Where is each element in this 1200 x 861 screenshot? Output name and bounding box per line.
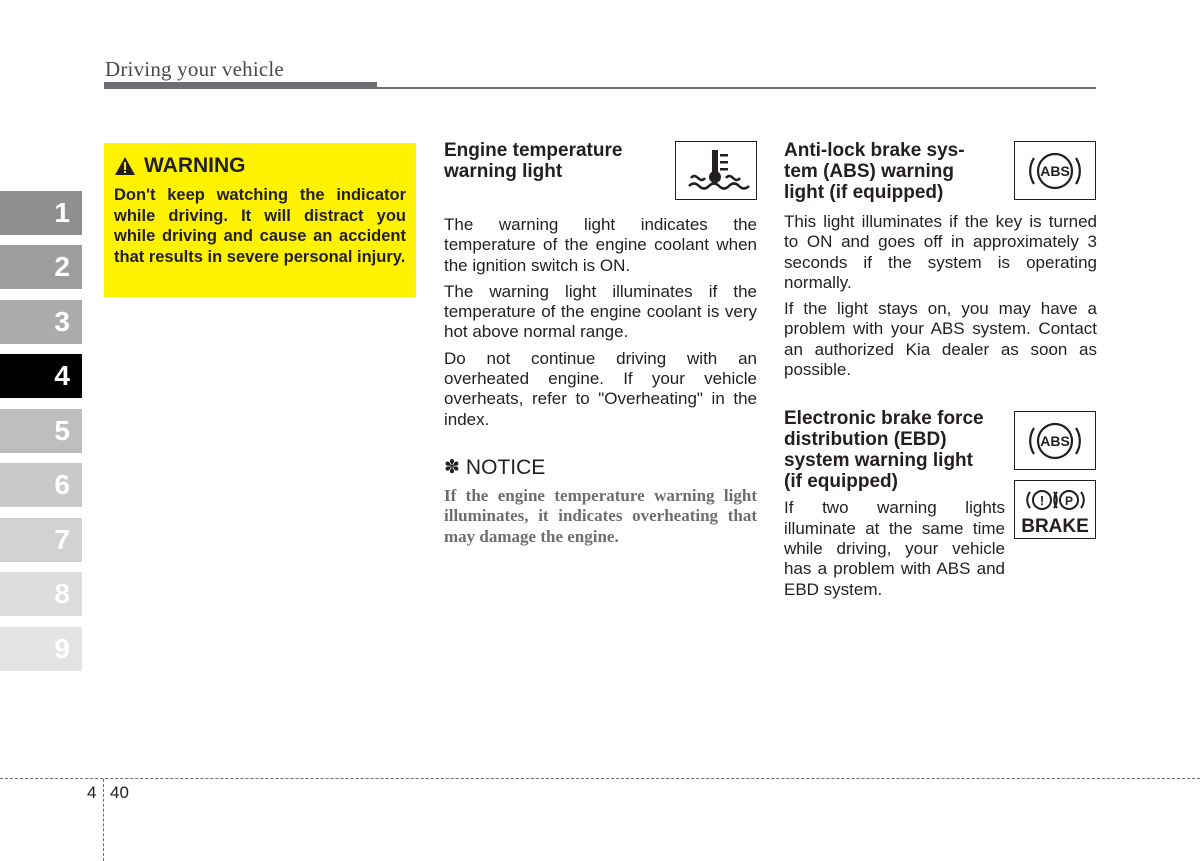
warning-box	[104, 143, 416, 297]
warning-body: Don't keep watching the indicator while driving. It will distract you while driving and cause an accident that results in severe personal injury.	[114, 186, 406, 266]
brake-icon-box	[1014, 480, 1096, 539]
abs-icon-box	[1014, 141, 1096, 200]
chapter-tab-3[interactable]: 3	[0, 300, 82, 344]
brake-icon-text: BRAKE	[1021, 515, 1089, 537]
warning-title	[114, 153, 406, 179]
chapter-tab-1[interactable]: 1	[0, 191, 82, 235]
ebd-heading	[784, 408, 1009, 492]
warning-triangle-icon	[114, 156, 136, 176]
brake-sym-parking: P	[1064, 493, 1074, 508]
engine-temp-paragraph: The warning light illuminates if the temperature of the engine coolant is very hot above normal range.	[444, 281, 757, 342]
engine-temp-section	[444, 140, 757, 547]
ebd-heading-line: distribution (EBD)	[784, 429, 947, 451]
notice-title-text: NOTICE	[465, 455, 546, 479]
abs-heading-line: Anti-lock brake sys-	[784, 140, 965, 161]
abs-icon-text: ABS	[1040, 162, 1070, 179]
brake-warning-icon	[1017, 483, 1093, 537]
coolant-temperature-icon	[681, 146, 751, 196]
header-rule	[104, 82, 377, 89]
abs-heading	[784, 140, 1004, 203]
chapter-tab-8[interactable]: 8	[0, 572, 82, 616]
section-title: Driving your vehicle	[105, 57, 284, 81]
ebd-heading-line: Electronic brake force	[784, 408, 984, 430]
ebd-heading-line: system warning light	[784, 450, 973, 472]
ebd-paragraph: If two warning lights illuminate at the same time while driving, your vehicle has a problem with ABS and EBD system.	[784, 498, 1005, 599]
abs-heading-line: light (if equipped)	[784, 182, 944, 203]
engine-temp-heading-line: Engine temperature	[444, 140, 623, 161]
abs-icon	[1020, 416, 1090, 466]
abs-paragraph: This light illuminates if the key is turned to ON and goes off in approximately 3 seconds if the system is operating normally.	[784, 212, 1097, 292]
notice-title	[444, 456, 757, 480]
abs-paragraph: If the light stays on, you may have a problem with your ABS system. Contact an authorized Kia dealer as soon as possible.	[784, 299, 1097, 380]
notice-star-icon: ✽	[444, 457, 460, 479]
chapter-tab-6[interactable]: 6	[0, 463, 82, 507]
page-number: 40	[110, 783, 129, 802]
abs-icon	[1020, 146, 1090, 196]
engine-temp-paragraph: Do not continue driving with an overheated engine. If your vehicle overheats, refer to "Overheating" in the index.	[444, 348, 757, 429]
chapter-number: 4	[87, 783, 97, 802]
header-rule-thin	[377, 87, 1096, 89]
abs-heading-line: tem (ABS) warning	[784, 161, 954, 182]
chapter-tab-4[interactable]: 4	[0, 354, 82, 398]
ebd-abs-icon-box	[1014, 411, 1096, 470]
engine-temp-paragraph: The warning light indicates the temperature of the engine coolant when the ignition switch is ON.	[444, 215, 757, 275]
footer-rule	[0, 778, 1200, 779]
footer-divider	[103, 779, 104, 861]
chapter-tab-9[interactable]: 9	[0, 627, 82, 671]
ebd-abs-icon-text: ABS	[1040, 432, 1070, 449]
ebd-heading-line: (if equipped)	[784, 471, 898, 493]
chapter-tab-2[interactable]: 2	[0, 245, 82, 289]
coolant-temperature-icon-box	[675, 141, 757, 200]
chapter-tab-5[interactable]: 5	[0, 409, 82, 453]
warning-title-text: WARNING	[144, 154, 246, 177]
brake-sym-exclaim: !	[1039, 492, 1045, 508]
engine-temp-heading-line: warning light	[444, 161, 563, 182]
chapter-tab-7[interactable]: 7	[0, 518, 82, 562]
notice-body: If the engine temperature warning light illuminates, it indicates overheating that may damage the engine.	[444, 485, 757, 546]
